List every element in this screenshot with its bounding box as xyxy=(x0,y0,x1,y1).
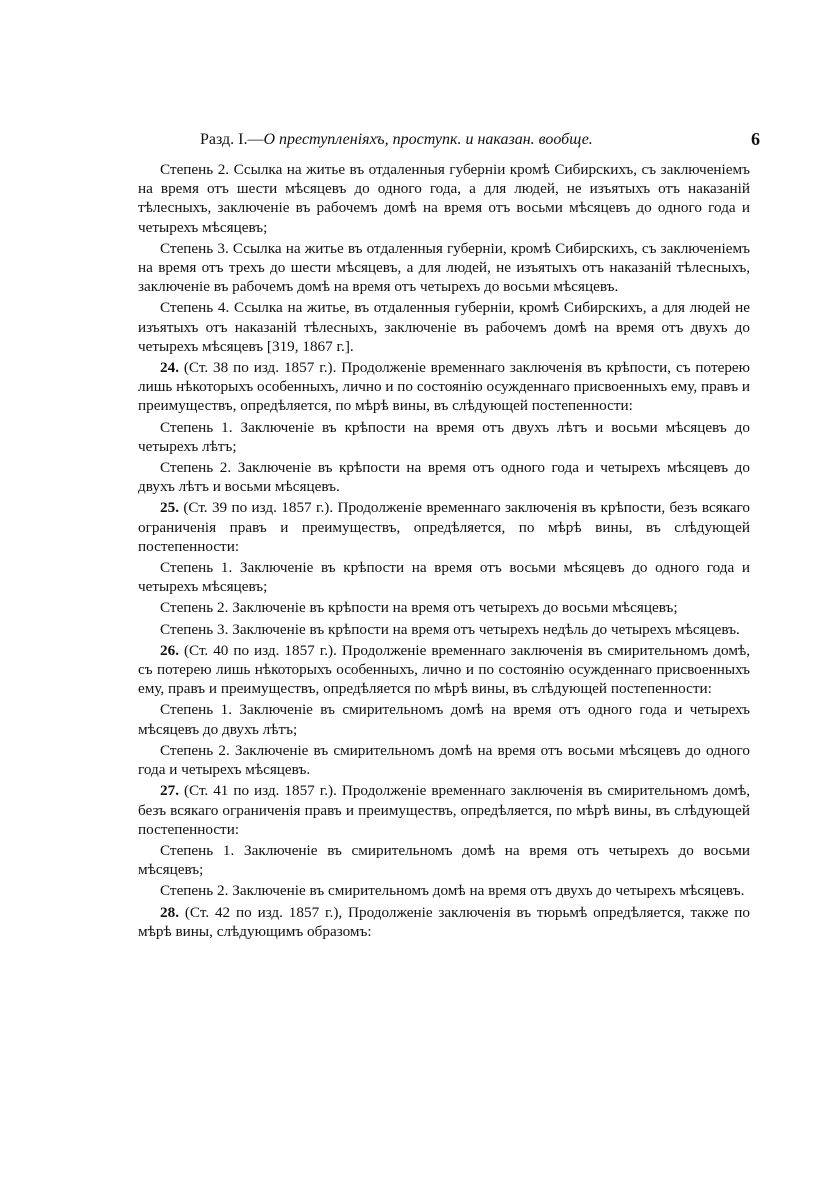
article-number: 25. xyxy=(160,499,179,517)
running-header xyxy=(200,131,760,149)
header-title: О преступленіяхъ, проступк. и наказан. вообще. xyxy=(263,131,593,148)
paragraph-text: Степень 2. Ссылка на житье въ отдаленныя губерніи кромѣ Сибирскихъ, съ заключеніемъ на время отъ шести мѣсяцевъ до одного года, а для людей, не изъятыхъ отъ наказаній тѣлесныхъ, заключеніе въ рабочемъ домѣ на время отъ восьми мѣсяцевъ до одного года и четырехъ мѣсяцевъ; xyxy=(138,161,750,236)
section-label: Разд. I.— xyxy=(200,131,264,148)
article-text: (Ст. 42 по изд. 1857 г.), Продолженіе заключенія въ тюрьмѣ опредѣляется, также по мѣрѣ вины, слѣдующимъ образомъ: xyxy=(138,903,751,940)
paragraph xyxy=(138,298,750,356)
paragraph xyxy=(138,841,750,879)
article-number: 24. xyxy=(160,359,179,377)
paragraph xyxy=(138,598,750,617)
paragraph-text: Степень 1. Заключеніе въ крѣпости на время отъ восьми мѣсяцевъ до одного года и четырехъ мѣсяцевъ; xyxy=(138,559,750,596)
paragraph xyxy=(138,741,750,779)
article-number: 28. xyxy=(160,903,179,921)
paragraph-text: Степень 3. Ссылка на житье въ отдаленныя губерніи, кромѣ Сибирскихъ, съ заключеніемъ на время отъ трехъ до шести мѣсяцевъ, а для людей, не изъятыхъ отъ наказаній тѣлесныхъ, заключеніе въ рабочемъ домѣ на время отъ четырехъ до восьми мѣсяцевъ. xyxy=(138,239,750,296)
article-text: (Ст. 40 по изд. 1857 г.). Продолженіе временнаго заключенія въ смирительномъ домѣ, съ потерею лишь нѣкоторыхъ особенныхъ, лично и по состоянію осужденнаго присвоенныхъ ему, правъ и преимуществъ, опредѣляется по мѣрѣ вины, въ слѣдующей постепенности: xyxy=(138,641,750,698)
paragraph xyxy=(138,881,750,900)
page-number: 6 xyxy=(751,129,760,149)
paragraph-text: Степень 2. Заключеніе въ смирительномъ домѣ на время отъ двухъ до четырехъ мѣсяцевъ. xyxy=(160,882,745,900)
paragraph xyxy=(138,160,750,237)
article xyxy=(138,498,750,556)
paragraph xyxy=(138,239,750,297)
paragraph xyxy=(138,418,750,456)
paragraph xyxy=(138,700,750,738)
article xyxy=(138,781,750,839)
article xyxy=(138,358,750,416)
article xyxy=(138,641,750,699)
page-body xyxy=(138,160,750,943)
paragraph-text: Степень 4. Ссылка на житье, въ отдаленныя губерніи, кромѣ Сибирскихъ, а для людей не изъятыхъ отъ наказаній тѣлесныхъ, заключеніе въ рабочемъ домѣ на время отъ двухъ до четырехъ мѣсяцевъ [319, 1867 г.]. xyxy=(138,299,750,355)
paragraph-text: Степень 2. Заключеніе въ крѣпости на время отъ четырехъ до восьми мѣсяцевъ; xyxy=(160,599,678,617)
article-number: 27. xyxy=(160,782,179,800)
paragraph xyxy=(138,558,750,596)
paragraph-text: Степень 2. Заключеніе въ смирительномъ домѣ на время отъ восьми мѣсяцевъ до одного года и четырехъ мѣсяцевъ. xyxy=(138,741,750,779)
article xyxy=(138,903,750,941)
article-text: (Ст. 41 по изд. 1857 г.). Продолженіе временнаго заключенія въ смирительномъ домѣ, безъ всякаго ограниченія правъ и преимуществъ, опредѣляется, по мѣрѣ вины, въ слѣдующей постепенности: xyxy=(138,782,750,838)
paragraph-text: Степень 3. Заключеніе въ крѣпости на время отъ четырехъ недѣль до четырехъ мѣсяцевъ. xyxy=(160,620,740,638)
article-text: (Ст. 38 по изд. 1857 г.). Продолженіе временнаго заключенія въ крѣпости, съ потерею лишь нѣкоторыхъ особенныхъ, лично и по состоянію осужденнаго присвоенныхъ ему, правъ и преимуществъ, опредѣляется, по мѣрѣ вины, въ слѣдующей постепенности: xyxy=(138,359,751,415)
paragraph-text: Степень 1. Заключеніе въ смирительномъ домѣ на время отъ четырехъ до восьми мѣсяцевъ; xyxy=(138,841,750,879)
paragraph-text: Степень 1. Заключеніе въ смирительномъ домѣ на время отъ одного года и четырехъ мѣсяцевъ до двухъ лѣтъ; xyxy=(138,701,750,738)
article-number: 26. xyxy=(160,641,179,659)
paragraph xyxy=(138,620,750,639)
paragraph-text: Степень 2. Заключеніе въ крѣпости на время отъ одного года и четырехъ мѣсяцевъ до двухъ лѣтъ и восьми мѣсяцевъ. xyxy=(138,459,750,496)
paragraph xyxy=(138,458,750,496)
paragraph-text: Степень 1. Заключеніе въ крѣпости на время отъ двухъ лѣтъ и восьми мѣсяцевъ до четырехъ лѣтъ; xyxy=(138,418,750,455)
article-text: (Ст. 39 по изд. 1857 г.). Продолженіе временнаго заключенія въ крѣпости, безъ всякаго ограниченія правъ и преимуществъ, опредѣляется, по мѣрѣ вины, въ слѣдующей постепенности: xyxy=(138,499,750,555)
